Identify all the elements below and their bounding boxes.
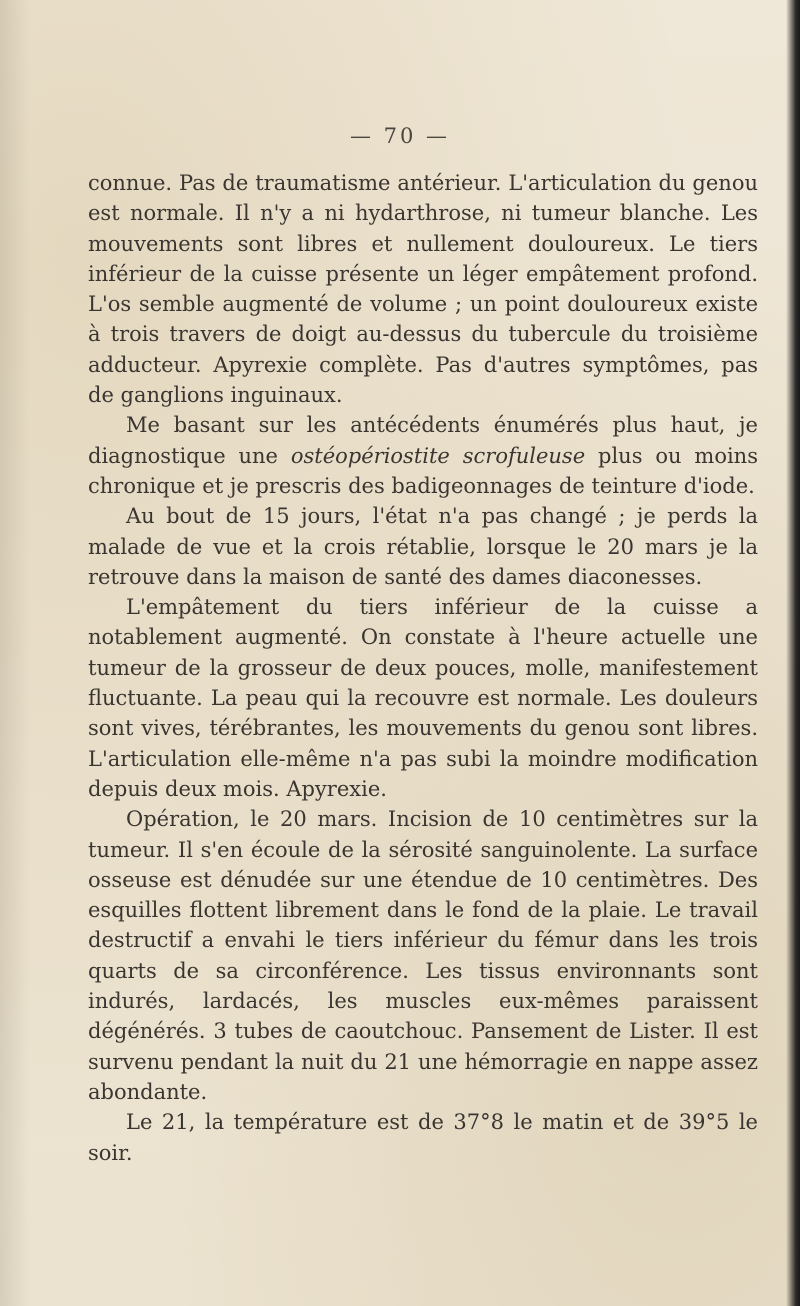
paragraph-6 — [88, 1107, 758, 1168]
paragraph-2-text-start: Me basant sur les antécédents énumérés plus haut, je diagnostique une — [88, 413, 758, 468]
paragraph-6-text: Le 21, la température est de 37°8 le matin et de 39°5 le soir. — [88, 1110, 758, 1165]
paragraph-2 — [88, 410, 758, 501]
body-text — [88, 168, 758, 1168]
paragraph-2-text-end: plus ou moins chronique et je prescris des badigeonnages de teinture d'iode. — [88, 443, 758, 498]
paragraph-5 — [88, 804, 758, 1107]
paragraph-1-text: connue. Pas de traumatisme antérieur. L'articulation du genou est normale. Il n'y a ni hydarthrose, ni tumeur blanche. Les mouvements sont libres et nullement douloureux. Le tiers inférieur de la cuisse présente un léger empâtement profond. L'os semble augmenté de volume ; un point douloureux existe à trois travers de doigt au-dessus du tubercule du troisième adducteur. Apyrexie complète. Pas d'autres symptômes, pas de ganglions inguinaux. — [88, 171, 758, 408]
paragraph-3 — [88, 501, 758, 592]
paragraph-4-text: L'empâtement du tiers inférieur de la cuisse a notablement augmenté. On constate à l'heure actuelle une tumeur de la grosseur de deux pouces, molle, manifestement fluctuante. La peau qui la recouvre est normale. Les douleurs sont vives, térébrantes, les mouvements du genou sont libres. L'articulation elle-même n'a pas subi la moindre modification depuis deux mois. Apyrexie. — [88, 595, 758, 801]
page-shadow-left — [0, 0, 30, 1306]
paragraph-3-text: Au bout de 15 jours, l'état n'a pas changé ; je perds la malade de vue et la crois rétablie, lorsque le 20 mars je la retrouve dans la maison de santé des dames diaconesses. — [88, 504, 758, 589]
paragraph-1 — [88, 168, 758, 410]
paragraph-5-text: Opération, le 20 mars. Incision de 10 centimètres sur la tumeur. Il s'en écoule de la sérosité sanguinolente. La surface osseuse est dénudée sur une étendue de 10 centimètres. Des esquilles flottent librement dans le fond de la plaie. Le travail destructif a envahi le tiers inférieur du fémur dans les trois quarts de sa circonférence. Les tissus environnants sont indurés, lardacés, les muscles eux-mêmes paraissent dégénérés. 3 tubes de caoutchouc. Pansement de Lister. Il est survenu pendant la nuit du 21 une hémorragie en nappe assez abondante. — [88, 807, 758, 1104]
diagnosis-italic: ostéopériostite scrofuleuse — [290, 443, 586, 468]
paragraph-4 — [88, 592, 758, 804]
page-binding-edge — [786, 0, 800, 1306]
page-number: — 70 — — [349, 124, 451, 148]
